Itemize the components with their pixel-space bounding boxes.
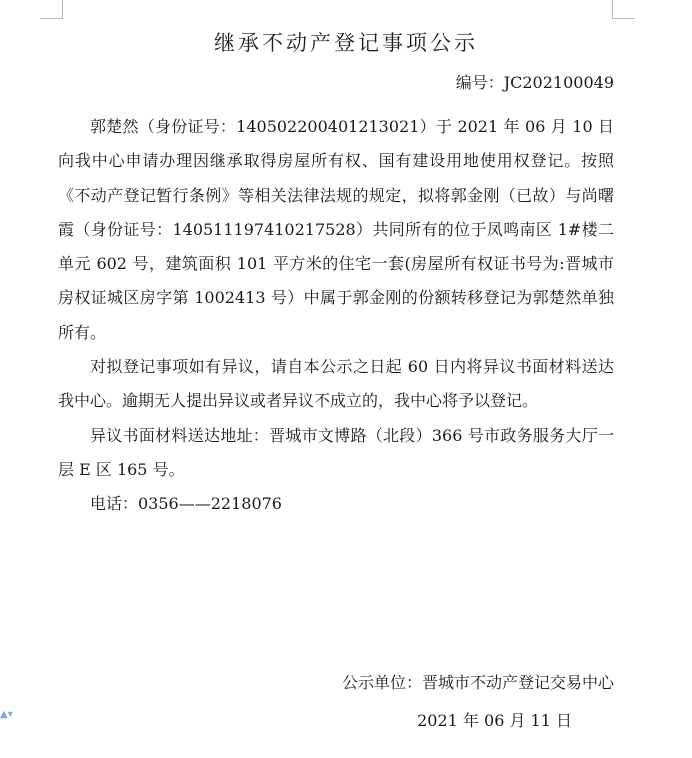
paste-options-icon[interactable]: ▲▾ xyxy=(0,709,13,720)
document-body xyxy=(58,110,614,522)
issue-date: 2021 年 06 月 11 日 xyxy=(417,711,572,730)
paragraph-objection: 对拟登记事项如有异议，请自本公示之日起 60 日内将异议书面材料送达我中心。逾期无人提出异议或者异议不成立的，我中心将予以登记。 xyxy=(58,357,614,411)
paragraph-address: 异议书面材料送达地址：晋城市文博路（北段）366 号市政务服务大厅一层 E 区 165 号。 xyxy=(58,425,614,479)
crop-mark-top-left xyxy=(40,0,63,19)
document-number: 编号：JC202100049 xyxy=(455,73,614,92)
page-title: 继承不动产登记事项公示 xyxy=(214,31,478,55)
paragraph-main: 郭楚然（身份证号：140502200401213021）于 2021 年 06 月 10 日向我中心申请办理因继承取得房屋所有权、国有建设用地使用权登记。按照《不动产登记暂行条例》等相关法律法规的规定，拟将郭金刚（已故）与尚曙霞（身份证号：140511197410217528）共同所有的位于凤鸣南区 1#楼二单元 602 号，建筑面积 101 平方米的住宅一套(房屋所有权证书号为:晋城市房权证城区房字第 1002413 号）中属于郭金刚的份额转移登记为郭楚然单独所有。 xyxy=(58,117,614,342)
crop-mark-top-right xyxy=(612,0,635,19)
paragraph-phone: 电话：0356——2218076 xyxy=(90,494,282,514)
issuer-line: 公示单位：晋城市不动产登记交易中心 xyxy=(341,673,614,692)
